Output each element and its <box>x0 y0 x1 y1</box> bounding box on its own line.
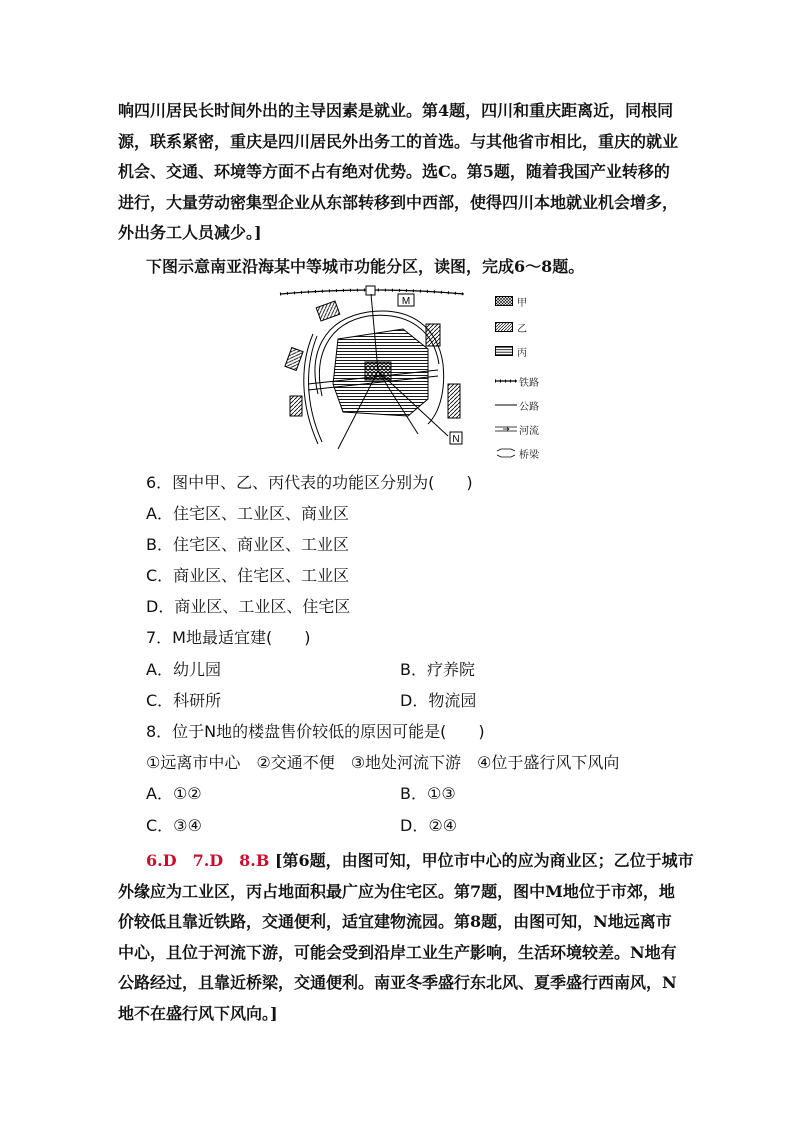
industrial-zone <box>290 396 302 416</box>
q7-option-d: D．物流园 <box>400 691 477 710</box>
answer-line: 外缘应为工业区，丙占地面积最广应为住宅区。第7题，图中M地位于市郊，地 <box>118 881 675 901</box>
answer-line: 公路经过，且靠近桥梁，交通便利。南亚冬季盛行东北风、夏季盛行西南风，N <box>118 973 677 992</box>
legend-item-railway <box>495 373 539 389</box>
answer-line: 地不在盛行风下风向。] <box>118 1003 278 1023</box>
answer-line: 价较低且靠近铁路，交通便利，适宜建物流园。第8题，由图可知，N地远离市 <box>118 912 672 931</box>
answer-text: [第6题，由图可知，甲位市中心的应为商业区；乙位于城市 <box>274 851 694 870</box>
legend-label: 甲 <box>517 297 527 309</box>
legend-item-river <box>495 421 539 437</box>
answer-line <box>118 846 694 877</box>
intro-line: 外出务工人员减少。] <box>118 223 262 242</box>
road-symbol-icon <box>495 400 517 410</box>
intro-paragraph <box>118 96 684 249</box>
diagonal-hatch-swatch <box>495 322 513 332</box>
crosshatch-swatch <box>495 296 513 306</box>
station-box <box>366 286 375 295</box>
legend-label: 桥梁 <box>519 449 539 461</box>
legend-item-yi <box>495 319 527 335</box>
q6-option-b: B．住宅区、商业区、工业区 <box>146 535 349 554</box>
bridge-symbol-icon <box>495 448 517 458</box>
industrial-zone <box>316 301 340 321</box>
q8-option-b: B．①③ <box>400 784 456 803</box>
industrial-zone <box>448 384 460 418</box>
legend-item-jia <box>495 293 527 309</box>
answer-keys: 6.D 7.D 8.B <box>146 851 270 870</box>
q8-option-c: C．③④ <box>146 816 202 835</box>
figure-prompt: 下图示意南亚沿海某中等城市功能分区，读图，完成6～8题。 <box>146 257 585 276</box>
city-function-map <box>278 284 468 452</box>
answer-line: 中心，且位于河流下游，可能会受到沿岸工业生产影响，生活环境较差。N地有 <box>118 942 677 962</box>
railway-symbol-icon <box>495 376 517 386</box>
answer-paragraph <box>118 846 694 1029</box>
legend-label: 乙 <box>517 323 527 335</box>
question-6-stem: 6．图中甲、乙、丙代表的功能区分别为( ) <box>146 473 473 492</box>
q8-option-d: D．②④ <box>400 816 458 835</box>
legend-item-bing <box>495 343 527 359</box>
m-label: M <box>401 296 411 307</box>
legend-label: 公路 <box>519 401 539 413</box>
q7-option-b: B．疗养院 <box>400 660 475 679</box>
legend-label: 丙 <box>517 347 527 359</box>
legend-item-road <box>495 397 539 413</box>
legend-item-bridge <box>495 445 539 461</box>
intro-line: 机会、交通、环境等方面不占有绝对优势。选C。第5题，随着我国产业转移的 <box>118 162 670 181</box>
intro-line: 进行，大量劳动密集型企业从东部转移到中西部，使得四川本地就业机会增多， <box>118 192 679 212</box>
question-7-stem: 7．M地最适宜建( ) <box>146 628 311 647</box>
industrial-zone <box>426 324 440 346</box>
q6-option-d: D．商业区、工业区、住宅区 <box>146 597 351 616</box>
legend-label: 河流 <box>519 425 539 437</box>
q8-option-a: A．①② <box>146 784 202 803</box>
q7-option-a: A．幼儿园 <box>146 660 221 679</box>
q6-option-c: C．商业区、住宅区、工业区 <box>146 566 350 585</box>
intro-line: 源，联系紧密，重庆是四川居民外出务工的首选。与其他省市相比，重庆的就业 <box>118 131 679 151</box>
q7-option-c: C．科研所 <box>146 691 222 710</box>
q8-statements: ①远离市中心 ②交通不便 ③地处河流下游 ④位于盛行风下风向 <box>146 753 620 772</box>
river-symbol-icon <box>495 424 517 434</box>
question-8-stem: 8．位于N地的楼盘售价较低的原因可能是( ) <box>146 722 485 741</box>
n-label: N <box>452 434 460 445</box>
q6-option-a: A．住宅区、工业区、商业区 <box>146 504 349 523</box>
industrial-zone <box>285 348 303 371</box>
intro-line: 响四川居民长时间外出的主导因素是就业。第4题，四川和重庆距离近，同根同 <box>118 101 674 120</box>
horizontal-hatch-swatch <box>495 346 513 356</box>
legend-label: 铁路 <box>519 377 539 389</box>
